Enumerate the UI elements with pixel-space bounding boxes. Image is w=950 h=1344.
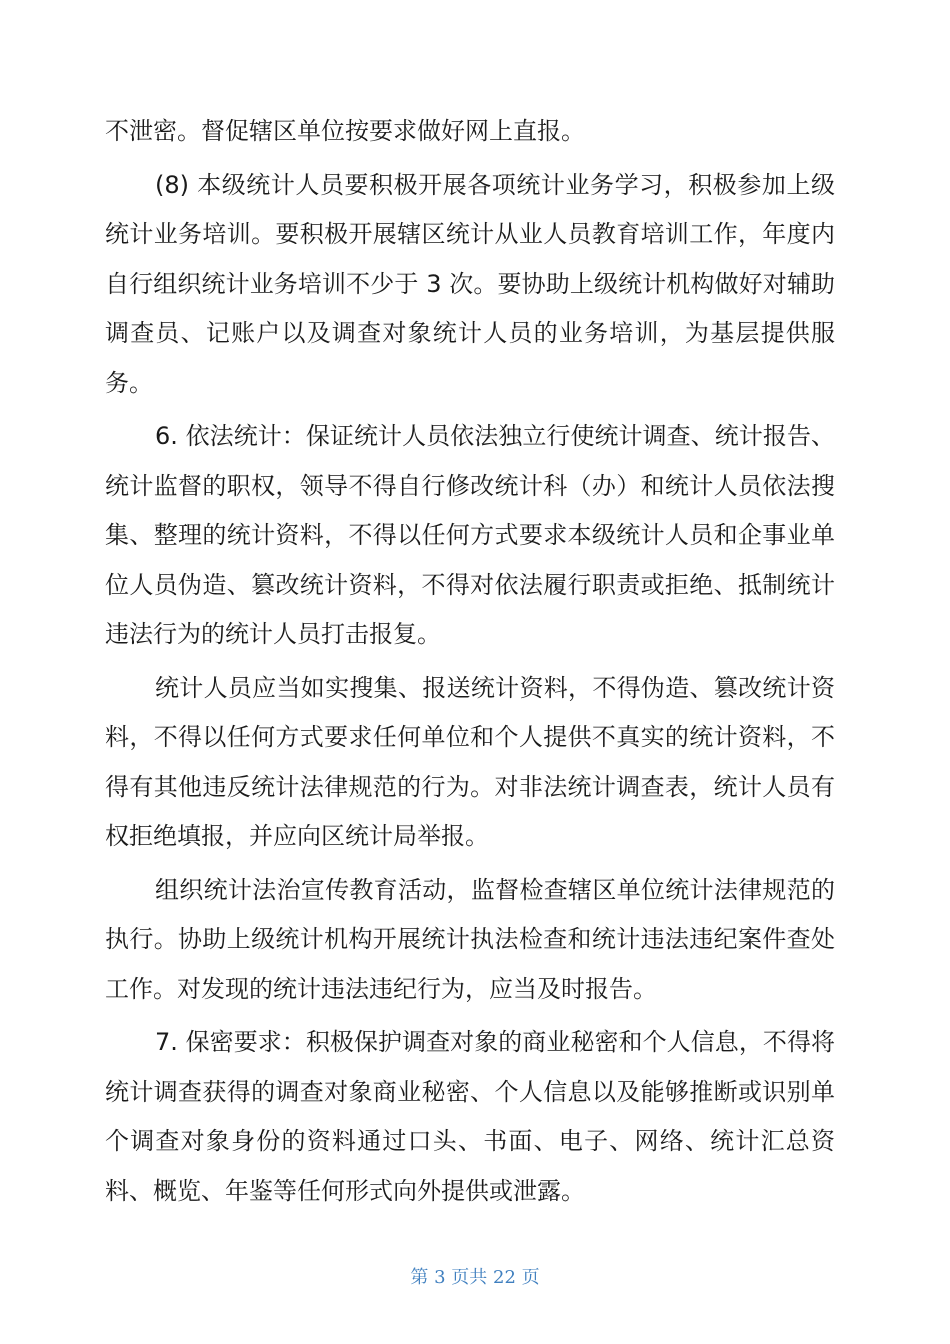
paragraph-section-7: 7. 保密要求：积极保护调查对象的商业秘密和个人信息，不得将统计调查获得的调查对象商业秘密、个人信息以及能够推断或识别单个调查对象身份的资料通过口头、书面、电子、网络、统计汇总资料、概览、年鉴等任何形式向外提供或泄露。 (105, 1028, 835, 1205)
paragraph-item-8: (8) 本级统计人员要积极开展各项统计业务学习，积极参加上级统计业务培训。要积极开展辖区统计从业人员教育培训工作，年度内自行组织统计业务培训不少于 3 次。要协助上级统计机构做好对辅助调查员、记账户以及调查对象统计人员的业务培训，为基层提供服务。 (105, 170, 835, 397)
document-body (105, 107, 835, 1216)
paragraph-section-6: 6. 依法统计：保证统计人员依法独立行使统计调查、统计报告、统计监督的职权，领导不得自行修改统计科（办）和统计人员依法搜集、整理的统计资料，不得以任何方式要求本级统计人员和企事业单位人员伪造、篡改统计资料，不得对依法履行职责或拒绝、抵制统计违法行为的统计人员打击报复。 (105, 422, 835, 648)
paragraph-legal-education: 组织统计法治宣传教育活动，监督检查辖区单位统计法律规范的执行。协助上级统计机构开展统计执法检查和统计违法违纪案件查处工作。对发现的统计违法违纪行为，应当及时报告。 (105, 875, 835, 1003)
paragraph-continuation: 不泄密。督促辖区单位按要求做好网上直报。 (105, 117, 585, 145)
paragraph-statistician-duties: 统计人员应当如实搜集、报送统计资料，不得伪造、篡改统计资料，不得以任何方式要求任何单位和个人提供不真实的统计资料，不得有其他违反统计法律规范的行为。对非法统计调查表，统计人员有权拒绝填报，并应向区统计局举报。 (105, 673, 835, 850)
page-number-footer: 第 3 页共 22 页 (410, 1267, 540, 1288)
